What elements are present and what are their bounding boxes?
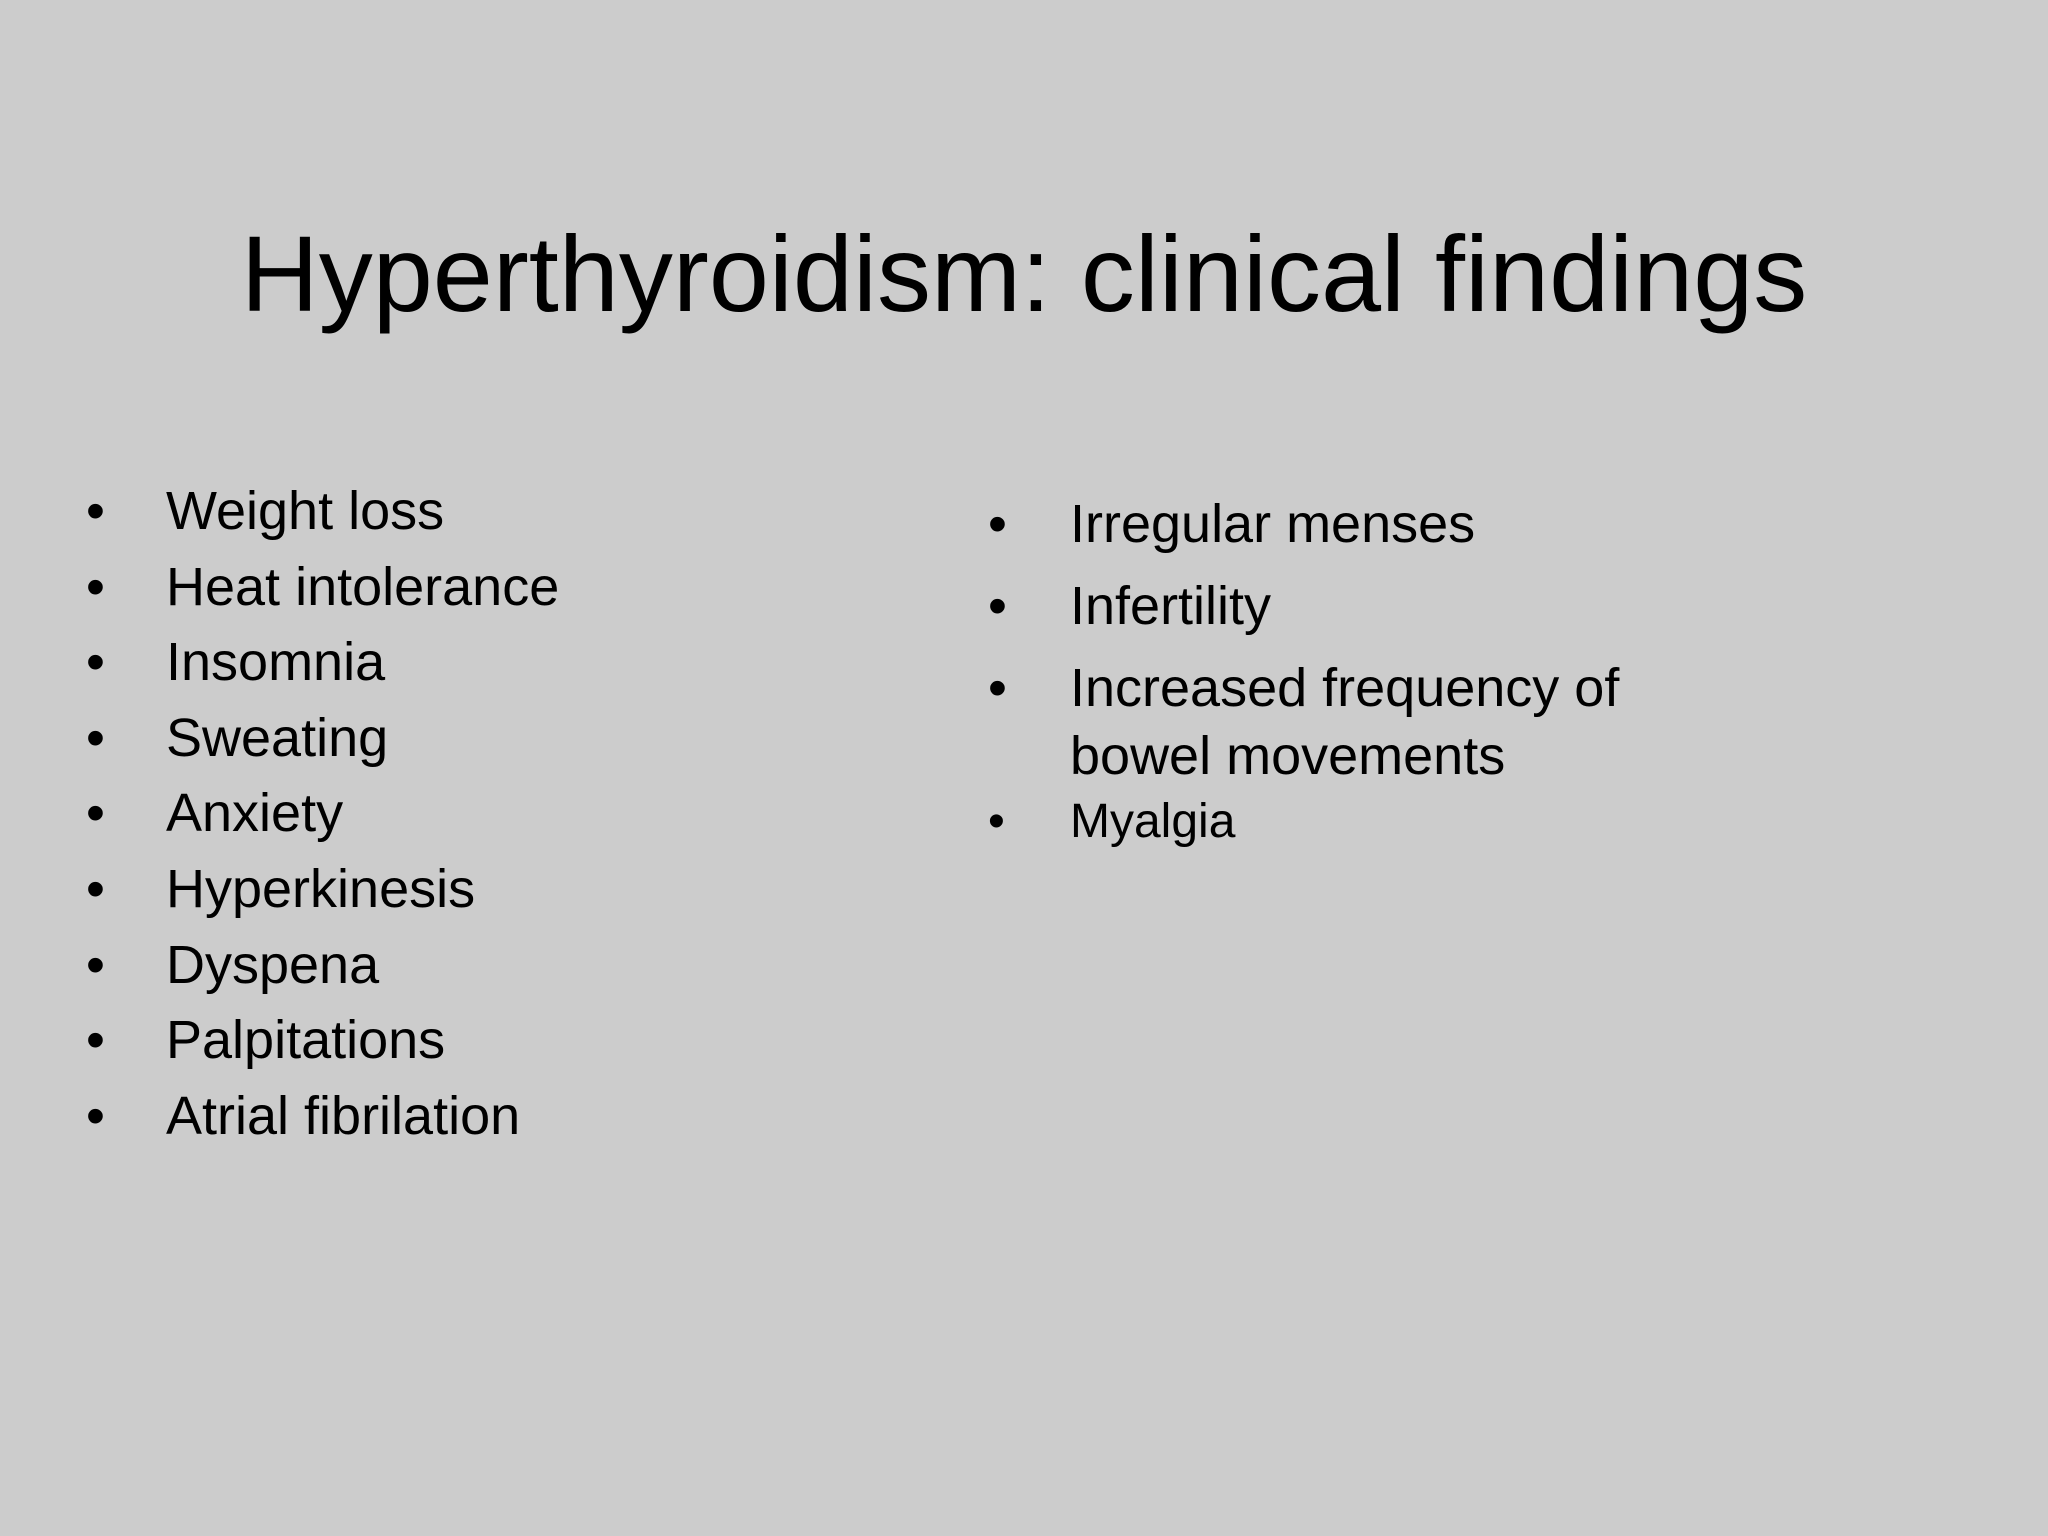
list-item [86, 629, 946, 705]
list-item-text: Heat intolerance [166, 556, 560, 617]
list-item [988, 792, 1748, 852]
list-item-text: Infertility [1070, 576, 1272, 636]
bullet-icon: • [86, 1010, 105, 1071]
list-item [86, 856, 946, 932]
list-item-text: Myalgia [1070, 795, 1236, 848]
bullet-icon: • [86, 1085, 105, 1146]
bullet-icon: • [86, 707, 105, 768]
list-item-text: Anxiety [166, 783, 344, 844]
list-item [86, 705, 946, 781]
list-item-text: Atrial fibrilation [166, 1085, 521, 1146]
bullet-icon: • [988, 658, 1007, 718]
list-item-text: Dyspena [166, 934, 380, 995]
list-item-text: Palpitations [166, 1010, 446, 1071]
bullet-icon: • [988, 494, 1007, 554]
bullet-icon: • [86, 934, 105, 995]
list-item [988, 654, 1748, 790]
right-bullet-list [988, 490, 1748, 866]
list-item [988, 572, 1748, 640]
list-item [86, 932, 946, 1008]
list-item [86, 1083, 946, 1159]
list-item [86, 554, 946, 630]
list-item-text: Insomnia [166, 632, 386, 693]
bullet-icon: • [988, 795, 1005, 848]
list-item-text: Weight loss [166, 481, 445, 541]
slide-title: Hyperthyroidism: clinical findings [240, 213, 1808, 334]
bullet-icon: • [86, 556, 105, 617]
list-item [86, 1007, 946, 1083]
list-item-text: Irregular menses [1070, 494, 1476, 554]
bullet-icon: • [86, 481, 105, 541]
left-bullet-list [86, 478, 946, 1158]
list-item-text: Increased frequency of bowel movements [1070, 658, 1620, 786]
bullet-icon: • [86, 783, 105, 844]
list-item-text: Sweating [166, 707, 389, 768]
list-item-text: Hyperkinesis [166, 858, 476, 919]
bullet-icon: • [86, 632, 105, 693]
list-item [988, 490, 1748, 558]
bullet-icon: • [988, 576, 1007, 636]
list-item [86, 478, 946, 554]
list-item [86, 780, 946, 856]
bullet-icon: • [86, 858, 105, 919]
